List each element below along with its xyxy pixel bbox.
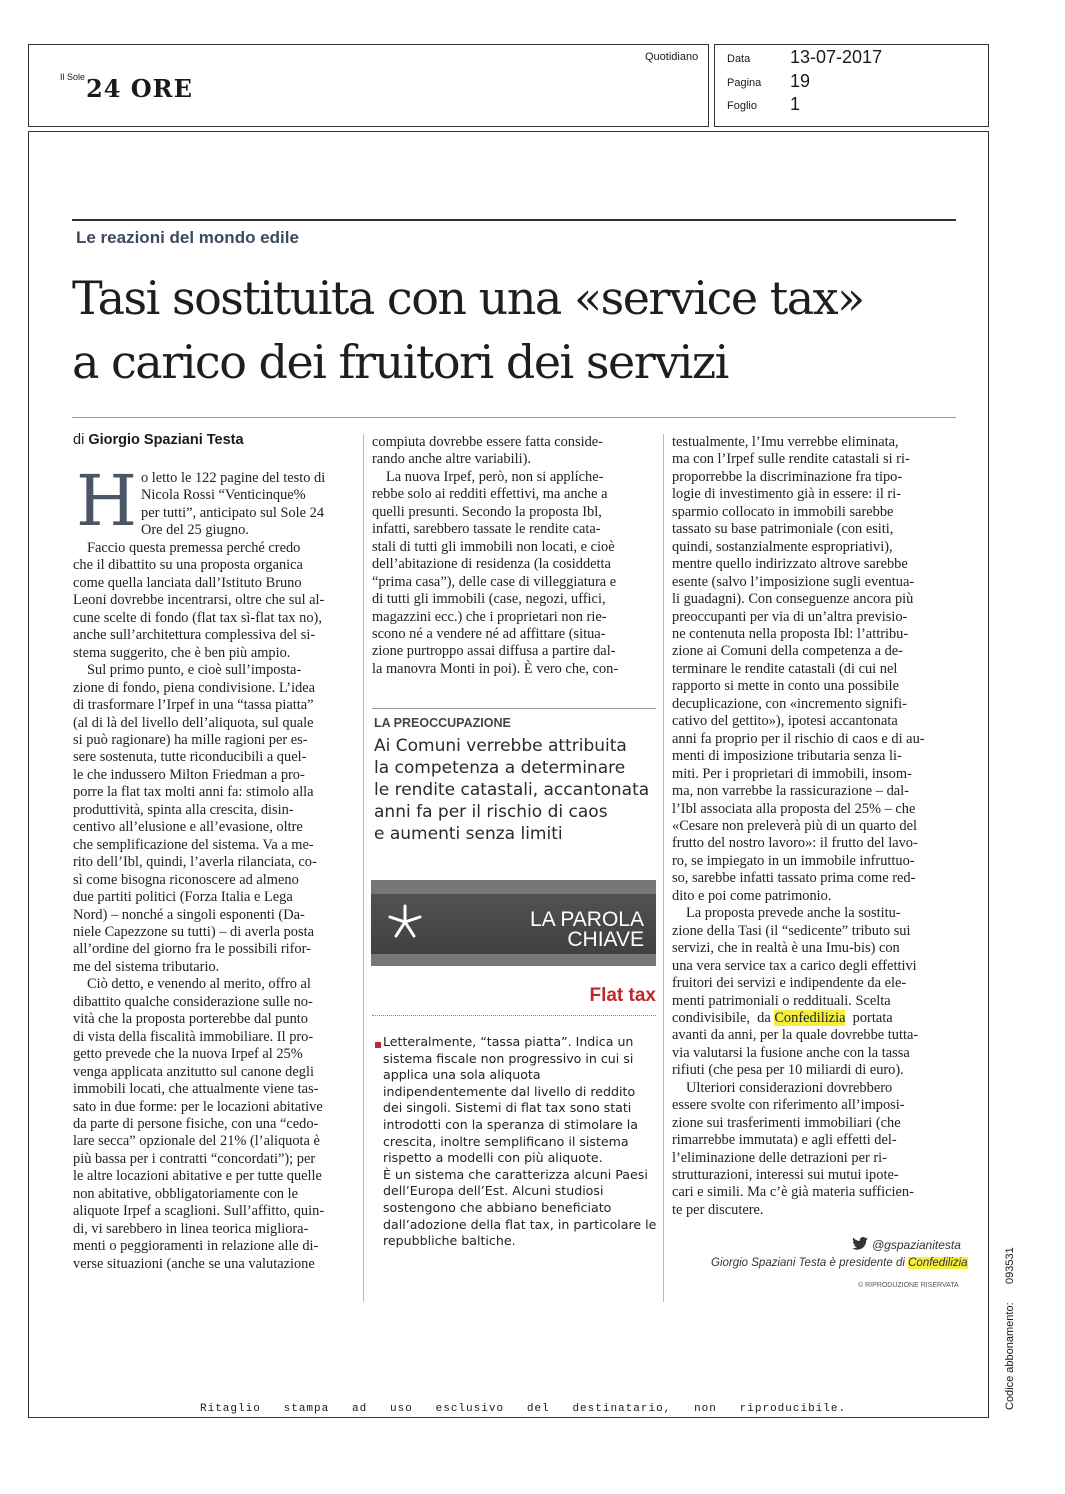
- text-line: quelli presunti. Secondo la proposta Ibl,: [372, 503, 602, 520]
- text-line: lare secca” opzionale del 21% (l’aliquota è: [73, 1133, 320, 1150]
- text-line: introdotti con la speranza di stimolare la: [383, 1116, 638, 1132]
- subscription-value: 093531: [1004, 1247, 1016, 1285]
- headline-line-2: a carico dei fruitori dei servizi: [72, 335, 728, 389]
- pullquote-line: e aumenti senza limiti: [374, 824, 563, 844]
- column-1-lead: [141, 470, 325, 540]
- foglio-label: Foglio: [727, 100, 757, 112]
- text-line: per tutti”, anticipato sul Sole 24: [141, 504, 325, 521]
- text-line: fruitori dei servizi e indipendente da ele-: [672, 975, 907, 992]
- text-line: all’ordine del giorno fra le possibili rifor-: [73, 941, 311, 958]
- text-line: vità che la proposta porterebbe dal punto: [73, 1011, 308, 1028]
- text-line: quindi, sostanzialmente espropriativi),: [672, 538, 893, 555]
- text-line: rando anche altre variabili).: [372, 451, 532, 468]
- text-line: li guadagni). Con conseguenze ancora più: [672, 591, 914, 608]
- text-line: (al di là del livello dell’aliquota, sul quale: [73, 714, 314, 731]
- text-line: Ore del 25 giugno.: [141, 522, 249, 539]
- text-line: stali di tutti gli immobili non locati, e cioè: [372, 538, 615, 555]
- text-line: via valutarsi la fusione anche con la tassa: [672, 1044, 910, 1061]
- text-line: Sul primo punto, e cioè sull’imposta-: [87, 662, 302, 679]
- text-line: rebbe solo ai redditi effettivi, ma anche a: [372, 486, 608, 503]
- text-line: getto prevede che la nuova Irpef al 25%: [73, 1046, 303, 1063]
- keyword-term: Flat tax: [589, 985, 656, 1006]
- text-line: non abitative, obbligatoriamente con le: [73, 1185, 298, 1202]
- text-line: tassato su base patrimoniale (con esiti,: [672, 521, 894, 538]
- text-line: cune scelte di fondo (flat tax sì-flat tax no),: [73, 609, 322, 626]
- text-line: Nord) – nonché a singoli esponenti (Da-: [73, 906, 305, 923]
- text-line: rapporto si mette in conto una possibile: [672, 678, 900, 695]
- pullquote-line: anni fa per il rischio di caos: [374, 802, 608, 822]
- text-line: Ulteriori considerazioni dovrebbero: [686, 1079, 893, 1096]
- keyword-dotted-rule: [372, 1015, 656, 1016]
- text-line: porre la flat tax molti anni fa: stimolo alla: [73, 784, 314, 801]
- text-line: l’Ibl associata alla proposta del 25% – che: [672, 800, 916, 817]
- text-line: aliquote Irpef a scaglioni. Sull’affitto, quin-: [73, 1203, 325, 1220]
- line-suffix: portata: [845, 1009, 893, 1026]
- text-line: infatti, sarebbero tassate le rendite cata-: [372, 521, 601, 538]
- text-line: sostengono che abbiano beneficiato: [383, 1199, 612, 1215]
- text-line: anche sull’architettura complessiva del si-: [73, 627, 316, 644]
- text-line: zione della Tasi (il “sedicente” tributo sui: [672, 922, 911, 939]
- text-line: Leoni dovrebbe incentrarsi, oltre che sul al-: [73, 592, 325, 609]
- text-line: rimarrebbe immutata) e agli effetti del-: [672, 1132, 897, 1149]
- text-line: scono né a vendere né ad affittare (situa-: [372, 625, 606, 642]
- text-line: rifiuti (che pesa per 10 miliardi di euro).: [672, 1062, 904, 1079]
- top-rule: [72, 219, 956, 221]
- text-line: so, sarebbe infatti tassato prima come red-: [672, 870, 916, 887]
- text-line: di, vi sarebbero in linea teorica migliora-: [73, 1220, 309, 1237]
- text-line: compiuta dovrebbe essere fatta conside-: [372, 434, 603, 450]
- text-line: Faccio questa premessa perché credo: [87, 540, 301, 556]
- pagina-value: 19: [790, 71, 811, 91]
- line-prefix: condivisibile, da: [672, 1009, 775, 1026]
- text-line: applica una sola aliquota: [383, 1067, 541, 1083]
- kicker: Le reazioni del mondo edile: [76, 228, 299, 247]
- text-line: che il dibattito su una proposta organica: [73, 557, 303, 574]
- text-line: Nicola Rossi “Venticinque%: [141, 487, 306, 504]
- text-line: essere svolte con riferimento all’imposi-: [672, 1097, 905, 1114]
- data-label: Data: [727, 53, 751, 65]
- text-line: Ciò detto, e venendo al merito, offro al: [87, 976, 311, 993]
- keyword-definition: [383, 1034, 656, 1250]
- twitter-signature: [852, 1236, 961, 1254]
- foglio-value: 1: [790, 94, 801, 114]
- text-line: stema suggerito, che è ben più ampio.: [73, 644, 291, 661]
- headline-line-1: Tasi sostituita con una «service tax»: [72, 271, 864, 325]
- asterisk-icon: [385, 902, 425, 942]
- author-note-text: Giorgio Spaziani Testa è presidente di: [711, 1257, 909, 1269]
- text-line: proporrebbe la discriminazione fra tipo-: [672, 468, 903, 485]
- text-line: sì come bisogna riconoscere ad almeno: [73, 871, 299, 888]
- text-line: si può ragionare) ha mille ragioni per es-: [73, 731, 308, 748]
- keyword-banner: [371, 880, 656, 966]
- text-line: repubbliche baltiche.: [383, 1233, 516, 1249]
- highlighted-org: Confedilizia: [774, 1009, 846, 1026]
- text-line: centivo all’elusione e all’evasione, oltre: [73, 819, 303, 836]
- text-line: menti o peggioramenti in relazione alle di-: [73, 1238, 319, 1255]
- text-line: ro, se impiegato in un immobile infruttuo-: [672, 852, 915, 869]
- text-line: cativo del gettito»), ipotesi accantonata: [672, 713, 898, 730]
- pullquote-label: LA PREOCCUPAZIONE: [374, 716, 511, 730]
- text-line: dall’adozione della flat tax, in particolare le: [383, 1216, 657, 1232]
- text-line: sere sostenuta, tutte riconducibili a quel-: [73, 749, 307, 766]
- column-2-body: [372, 434, 618, 678]
- banner-top-strip: [371, 880, 656, 894]
- footer-notice: Ritaglio stampa ad uso esclusivo del destinatario, non riproducibile.: [200, 1403, 847, 1415]
- pullquote-text: [374, 735, 649, 845]
- text-line: È un sistema che caratterizza alcuni Paesi: [383, 1166, 648, 1182]
- text-line: anni fa proprio per il rischio di caos e di au-: [672, 730, 925, 747]
- author-note-org: Confedilizia: [908, 1257, 968, 1269]
- text-line: zione ai Comuni della competenza a de-: [672, 643, 903, 660]
- text-line: cari e simili. Ma c’è già materia sufficien-: [672, 1184, 914, 1201]
- banner-bottom-strip: [371, 954, 656, 966]
- text-line: sistema fiscale non progressivo in cui si: [383, 1050, 634, 1066]
- subscription-label: Codice abbonamento:: [1004, 1302, 1016, 1410]
- pullquote-line: le rendite catastali, accantonata: [374, 780, 650, 800]
- text-line: Letteralmente, “tassa piatta”. Indica un: [383, 1034, 634, 1049]
- text-line: miti. Per i proprietari di immobili, insom-: [672, 765, 912, 782]
- text-line: dell’Europa dell’Est. Alcuni studiosi: [383, 1183, 604, 1199]
- text-line: di tutti gli immobili (case, negozi, uffici,: [372, 591, 606, 608]
- text-line: indipendentemente dal livello di reddito: [383, 1083, 636, 1099]
- text-line: «Cesare non preleverà più di un quarto del: [672, 817, 917, 834]
- text-line: zione sui trasferimenti immobiliari (che: [672, 1114, 901, 1131]
- text-line: menti patrimoniali o reddituali. Scelta: [672, 992, 891, 1009]
- subscription-code: [1004, 1247, 1016, 1410]
- copyright: © RIPRODUZIONE RISERVATA: [858, 1282, 959, 1289]
- text-line: te per discutere.: [672, 1201, 764, 1218]
- drop-cap: H: [76, 460, 138, 542]
- text-line: “prima casa”), delle case di villeggiatura e: [372, 573, 617, 590]
- text-line: menti di imposizione tributaria senza li-: [672, 748, 902, 765]
- text-line: mentre quello indirizzato altrove sarebbe: [672, 556, 908, 573]
- column-divider-2: [663, 434, 664, 1302]
- text-line: produttività, spinta alla crescita, disin-: [73, 801, 294, 818]
- headline-rule: [72, 417, 956, 418]
- text-line: esente (salvo l’imposizione sugli eventua-: [672, 573, 915, 590]
- text-line: niele Capezzone su tutti) – di averla posta: [73, 923, 314, 940]
- text-line: immobili locati, che attualmente viene tas-: [73, 1081, 319, 1098]
- column-divider-1: [363, 434, 364, 1302]
- confedilizia-line: [672, 1010, 925, 1027]
- text-line: terminare le rendite catastali (di cui nel: [672, 660, 898, 677]
- byline-prefix: di: [73, 432, 89, 448]
- text-line: venga applicata anzitutto sul canone degli: [73, 1063, 314, 1080]
- twitter-handle: @gspazianitesta: [872, 1238, 961, 1252]
- text-line: strutturazioni, interessi sui mutui ipote-: [672, 1167, 899, 1184]
- banner-line-2: CHIAVE: [567, 928, 644, 951]
- text-line: o letto le 122 pagine del testo di: [141, 470, 326, 486]
- byline: [73, 432, 244, 448]
- byline-author: Giorgio Spaziani Testa: [88, 432, 244, 448]
- text-line: La nuova Irpef, però, non si applíche-: [386, 468, 604, 485]
- text-line: le che indussero Milton Friedman a pro-: [73, 766, 305, 783]
- text-line: me del sistema tributario.: [73, 958, 220, 975]
- bullet-icon: [375, 1042, 381, 1048]
- banner-title: [530, 910, 644, 950]
- column-3-body: [672, 434, 925, 1219]
- text-line: le altre locazioni abitative e per tutte quelle: [73, 1168, 322, 1185]
- text-line: La proposta prevede anche la sostitu-: [686, 905, 901, 922]
- text-line: più bassa per i contratti “concordati”); per: [73, 1150, 316, 1167]
- text-line: avanti da anni, per la quale dovrebbe tutta-: [672, 1027, 919, 1044]
- text-line: rito dell’Ibl, quindi, l’averla rilanciata, co-: [73, 854, 317, 871]
- text-line: l’eliminazione delle detrazioni per ri-: [672, 1149, 887, 1166]
- text-line: ma, non varrebbe la rassicurazione – dal-: [672, 783, 909, 800]
- text-line: di vista della fiscalità immobiliare. Il pro-: [73, 1028, 314, 1045]
- pagina-label: Pagina: [727, 77, 762, 89]
- text-line: che semplificazione del sistema. Va a me-: [73, 836, 314, 853]
- text-line: verse situazioni (anche se una valutazione: [73, 1255, 315, 1272]
- text-line: di trasformare l’Irpef in una “tassa piatta”: [73, 697, 314, 714]
- text-line: come quella lanciata dall’Istituto Bruno: [73, 574, 302, 591]
- text-line: sato in due forme: per le locazioni abitative: [73, 1098, 323, 1115]
- twitter-bird-icon: [852, 1237, 868, 1250]
- text-line: frutto del nostro lavoro»: il frutto del lavo-: [672, 835, 918, 852]
- text-line: preoccupanti per via di un’altra previsio-: [672, 608, 908, 625]
- pullquote-line: Ai Comuni verrebbe attribuita: [374, 736, 627, 756]
- text-line: sparmio collocato in immobili sarebbe: [672, 503, 894, 520]
- text-line: zione di fondo, piena condivisione. L’idea: [73, 679, 316, 696]
- text-line: zione purtroppo assai diffusa a partire dal-: [372, 643, 616, 660]
- text-line: da parte di persone fisiche, con una “cedo-: [73, 1115, 319, 1132]
- pullquote-line: la competenza a determinare: [374, 758, 626, 778]
- text-line: due partiti politici (Forza Italia e Lega: [73, 889, 293, 906]
- text-line: magazzini ecc.) che i proprietari non rie-: [372, 608, 607, 625]
- text-line: ma con l’Irpef sulle rendite catastali si ri-: [672, 451, 910, 468]
- text-line: dei singoli. Sistemi di flat tax sono stati: [383, 1100, 632, 1116]
- text-line: dito e poi come patrimonio.: [672, 887, 832, 904]
- author-note: [711, 1257, 968, 1269]
- text-line: rispetto a modelli con più aliquote.: [383, 1150, 603, 1166]
- text-line: dell’abitazione di residenza (la cosiddetta: [372, 556, 611, 573]
- publication-type: Quotidiano: [645, 51, 699, 63]
- text-line: decuplicazione, con «incremento signifi-: [672, 695, 907, 712]
- text-line: testualmente, l’Imu verrebbe eliminata,: [672, 434, 899, 450]
- text-line: la manovra Monti in poi). È vero che, con-: [372, 660, 619, 677]
- column-1-body: [73, 540, 324, 1273]
- text-line: una vera service tax a carico degli effettivi: [672, 957, 917, 974]
- text-line: dibattito qualche considerazione sulle no-: [73, 993, 313, 1010]
- text-line: servizi, che in realtà è una Imu-bis) con: [672, 940, 900, 957]
- logo-small-text: Il Sole: [60, 72, 86, 82]
- text-line: logie di investimento già in essere: il ri-: [672, 486, 901, 503]
- data-value: 13-07-2017: [790, 47, 883, 67]
- text-line: ne contenuta nella proposta Ibl: l’attribu-: [672, 625, 909, 642]
- banner-line-1: LA PAROLA: [529, 908, 644, 931]
- text-line: crescita, inoltre semplificano il sistema: [383, 1133, 629, 1149]
- pullquote-rule: [372, 708, 656, 709]
- newspaper-logo: 24 ORE: [86, 74, 193, 103]
